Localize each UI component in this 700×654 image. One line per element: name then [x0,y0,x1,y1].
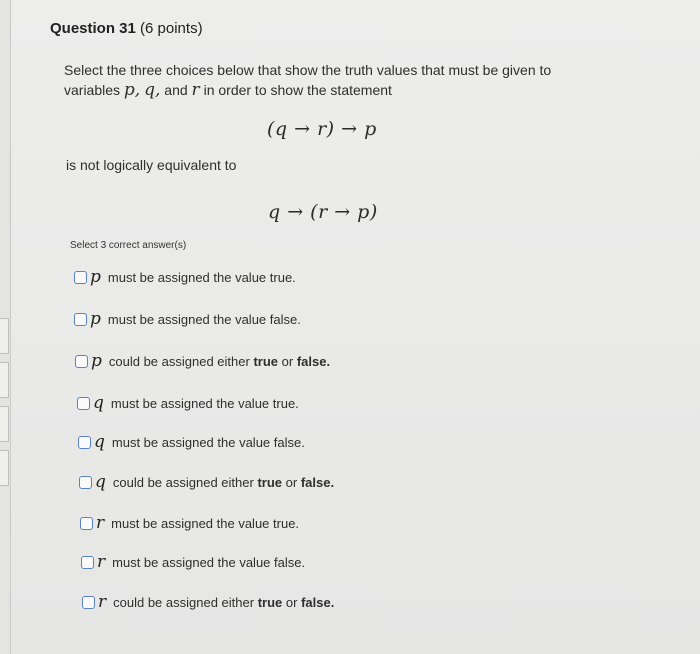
rail-tab[interactable] [0,450,9,486]
question-title [50,20,203,37]
rail-tab[interactable] [0,318,9,354]
choice-label-pre: could be assigned either [112,474,254,490]
statement-formula: (q → r) → p [267,118,377,140]
question-prompt [64,60,584,100]
question-card [34,0,700,654]
prompt-and: and [164,82,188,98]
checkbox[interactable] [80,517,93,530]
choice-p-true[interactable] [74,267,296,287]
choice-r-either[interactable] [82,592,334,612]
choice-p-false[interactable] [74,309,301,329]
choice-label: must be assigned the value true. [107,269,296,285]
choice-label-true: true [253,353,279,369]
choice-variable: p [90,267,101,287]
choice-r-false[interactable] [81,552,305,572]
question-label: Question 31 [50,20,136,37]
rail-tab[interactable] [0,406,9,442]
checkbox[interactable] [82,596,95,609]
rail-tab[interactable] [0,362,9,398]
choice-q-true[interactable] [77,393,299,413]
choice-variable: r [96,513,105,533]
choice-q-either[interactable] [79,472,334,492]
choice-variable: p [91,351,102,371]
not-equivalent-text: is not logically equivalent to [66,157,237,173]
choice-variable: q [93,393,104,413]
choice-r-true[interactable] [80,513,299,533]
select-hint: Select 3 correct answer(s) [70,240,187,251]
choice-label-false: false. [296,353,331,369]
choice-variable: p [90,309,101,329]
choice-label: must be assigned the value false. [111,434,305,450]
choice-variable: q [95,472,106,492]
prompt-line2-pre: variables [64,82,121,98]
prompt-var-q: q, [144,80,161,100]
choice-p-either[interactable] [75,351,330,371]
prompt-line1: Select the three choices below that show the truth values that must be given to [64,62,552,78]
choice-label-pre: could be assigned either [113,594,255,610]
choice-label-or: or [285,594,298,610]
choice-variable: r [97,552,106,572]
choice-variable: q [94,432,105,452]
comparison-formula: q → (r → p) [268,201,378,223]
checkbox[interactable] [79,476,92,489]
checkbox[interactable] [74,271,87,284]
choice-label-false: false. [301,594,335,610]
prompt-var-p: p, [123,80,141,100]
choice-variable: r [98,592,107,612]
choice-label-or: or [281,353,294,369]
prompt-var-r: r [191,80,200,100]
choice-label-false: false. [300,474,335,490]
checkbox[interactable] [77,397,90,410]
choice-label: must be assigned the value true. [111,515,300,531]
choice-label: must be assigned the value false. [112,554,306,570]
choice-label-true: true [257,474,283,490]
question-points: (6 points) [140,20,203,37]
choice-label-true: true [257,594,283,610]
choice-q-false[interactable] [78,432,305,452]
prompt-line2-post: in order to show the statement [203,82,392,98]
checkbox[interactable] [75,355,88,368]
choice-label: must be assigned the value false. [107,311,301,327]
checkbox[interactable] [78,436,91,449]
left-rail [0,0,11,654]
choice-label-or: or [285,474,298,490]
checkbox[interactable] [81,556,94,569]
choice-label-pre: could be assigned either [108,353,250,369]
choice-label: must be assigned the value true. [110,395,299,411]
checkbox[interactable] [74,313,87,326]
